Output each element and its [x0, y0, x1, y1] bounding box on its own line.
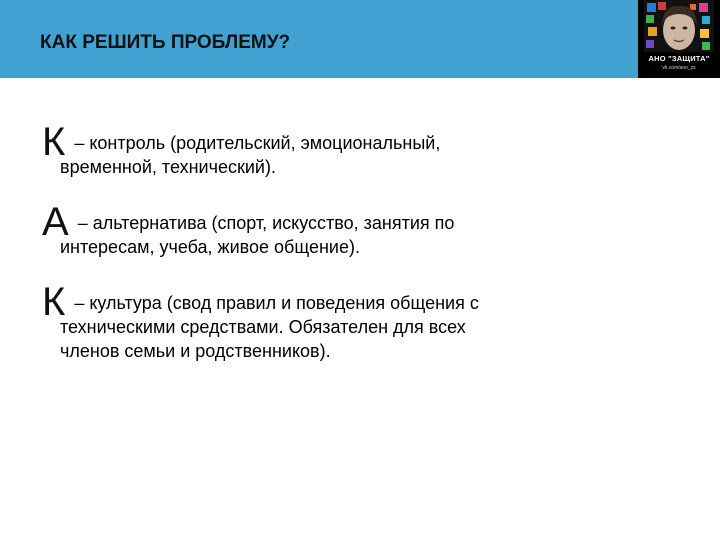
- item-text: – культура (свод правил и поведения общения с: [69, 293, 479, 313]
- logo-title: АНО "ЗАЩИТА": [648, 54, 710, 63]
- list-item: [42, 200, 602, 259]
- item-continuation: техническими средствами. Обязателен для всех: [60, 317, 466, 337]
- logo-collage-image: [644, 0, 714, 52]
- list-item: [42, 120, 602, 179]
- item-continuation: временной, технический).: [60, 157, 276, 177]
- logo: [638, 0, 720, 78]
- item-text: – альтернатива (спорт, искусство, занятия по: [72, 213, 455, 233]
- item-continuation: интересам, учеба, живое общение).: [60, 237, 360, 257]
- item-text: – контроль (родительский, эмоциональный,: [69, 133, 441, 153]
- list-item: [42, 280, 602, 363]
- logo-subtitle: vk.com/ano_zs: [662, 65, 696, 71]
- page-title: КАК РЕШИТЬ ПРОБЛЕМУ?: [40, 32, 291, 53]
- title-bar: [0, 0, 720, 78]
- item-letter: К: [42, 120, 66, 164]
- item-letter: А: [42, 200, 69, 244]
- item-continuation: членов семьи и родственников).: [60, 341, 331, 361]
- item-letter: К: [42, 280, 66, 324]
